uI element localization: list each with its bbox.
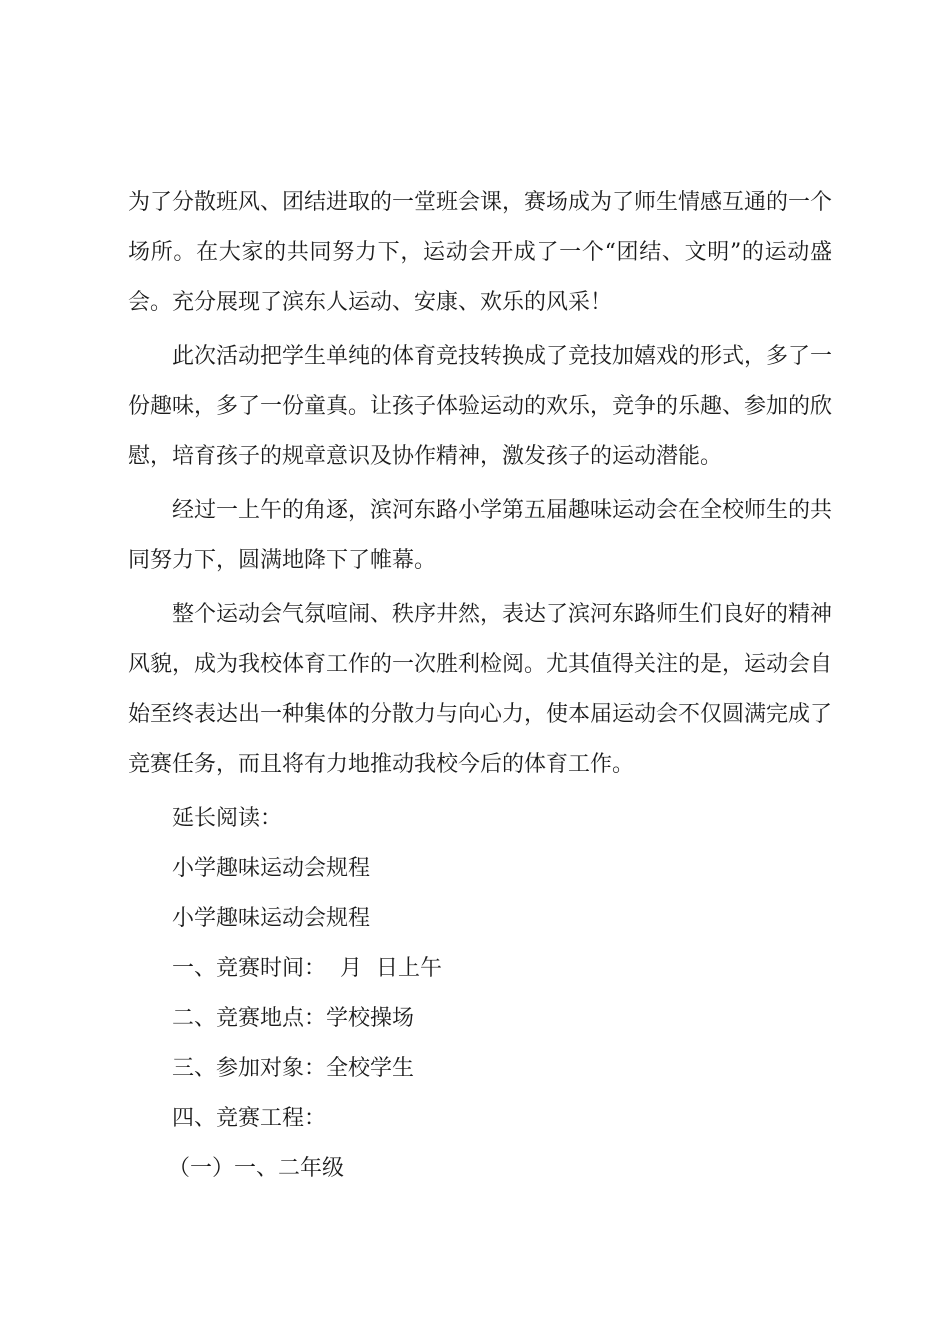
- paragraph-continuation: 为了分散班风、团结进取的一堂班会课，赛场成为了师生情感互通的一个场所。在大家的共同努力下，运动会开成了一个“团结、文明”的运动盛会。充分展现了滨东人运动、安康、欢乐的风采！: [128, 190, 833, 315]
- paragraph-competition: 经过一上午的角逐，滨河东路小学第五届趣味运动会在全校师生的共同努力下，圆满地降下了帷幕。: [128, 498, 833, 573]
- rules-subitem-grades: （一）一、二年级: [168, 1156, 345, 1181]
- extended-reading-label: 延长阅读：: [172, 806, 283, 831]
- paragraph-activity: 此次活动把学生单纯的体育竞技转换成了竞技加嬉戏的形式，多了一份趣味，多了一份童真。让孩子体验运动的欢乐，竞争的乐趣、参加的欣慰，培育孩子的规章意识及协作精神，激发孩子的运动潜能。: [128, 344, 833, 469]
- rules-item-time: 一、竞赛时间： 月 日上午: [172, 956, 442, 981]
- rules-title-1: 小学趣味运动会规程: [172, 856, 371, 881]
- document-body: [128, 178, 832, 1194]
- rules-item-location: 二、竞赛地点：学校操场: [172, 1006, 415, 1031]
- paragraph-summary: 整个运动会气氛喧闹、秩序井然，表达了滨河东路师生们良好的精神风貌，成为我校体育工作的一次胜利检阅。尤其值得关注的是，运动会自始至终表达出一种集体的分散力与向心力，使本届运动会不仅圆满完成了竞赛任务，而且将有力地推动我校今后的体育工作。: [128, 602, 833, 777]
- rules-item-participants: 三、参加对象：全校学生: [172, 1056, 415, 1081]
- rules-item-events: 四、竞赛工程：: [172, 1106, 327, 1131]
- rules-title-2: 小学趣味运动会规程: [172, 906, 371, 931]
